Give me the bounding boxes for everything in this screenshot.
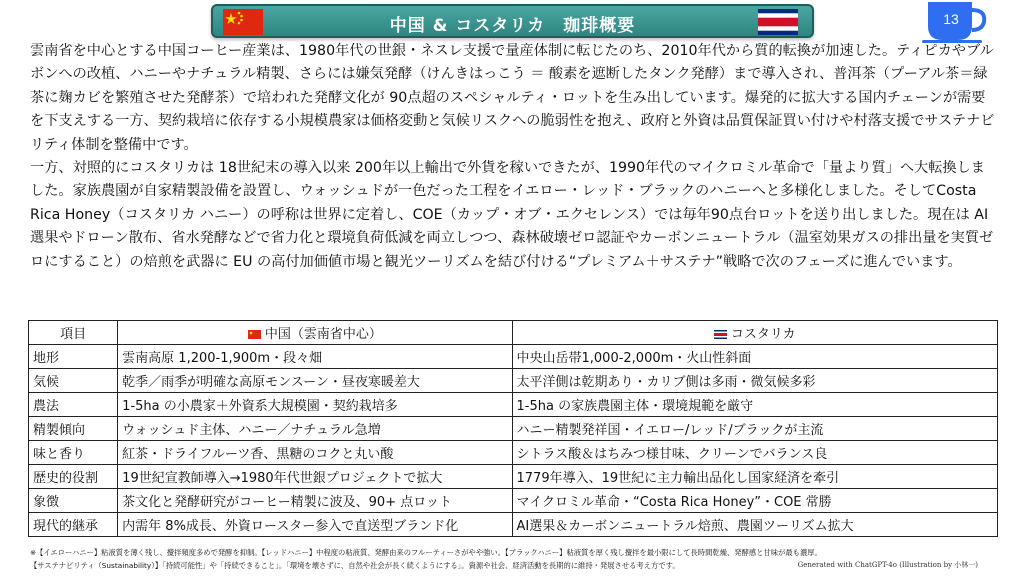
costa-rica-cell: ハニー精製発祥国・イエロー/レッド/ブラックが主流 [512, 417, 998, 441]
table-row [29, 417, 998, 441]
costa-rica-cell: 中央山岳帯1,000-2,000m・火山性斜面 [512, 345, 998, 369]
china-cell: 1-5ha の小農家＋外資系大規模園・契約栽培多 [118, 393, 512, 417]
table-row [29, 441, 998, 465]
table-row [29, 393, 998, 417]
footnote-sustainability: 【サステナビリティ（Sustainability）】「持続可能性」や「持続できること」。「環境を壊さずに、自然や社会が長く続くようにする」。資源や社会、経済活動を長期的に維持・発展させる考え方です。 [30, 561, 680, 570]
header-costa-rica-label: コスタリカ [730, 327, 796, 342]
costa-rica-flag-icon [758, 9, 798, 35]
china-cell: 茶文化と発酵研究がコーヒー精製に波及、90+ 点ロット [118, 489, 512, 513]
costa-rica-cell: 1-5ha の家族農園主体・環境規範を厳守 [512, 393, 998, 417]
costa-rica-cell: シトラス酸＆はちみつ様甘味、クリーンでバランス良 [512, 441, 998, 465]
row-label: 精製傾向 [29, 417, 118, 441]
row-label: 味と香り [29, 441, 118, 465]
table-row [29, 345, 998, 369]
comparison-table [28, 320, 998, 537]
china-cell: 雲南高原 1,200-1,900m・段々畑 [118, 345, 512, 369]
row-label: 気候 [29, 369, 118, 393]
table-row [29, 465, 998, 489]
china-cell: 紅茶・ドライフルーツ香、黒糖のコクと丸い酸 [118, 441, 512, 465]
table-row [29, 513, 998, 537]
footnote-honey: ※【イエローハニー】粘液質を薄く残し、攪拌頻度多めで発酵を抑制。【レッドハニー】中程度の粘液質、発酵由来のフルーティーさがやや強い。【ブラックハニー】粘液質を厚く残し攪拌を最小限にして長時間乾燥、発酵感と甘味が最も濃厚。 [30, 548, 822, 557]
costa-rica-cell: 太平洋側は乾期あり・カリブ側は多雨・微気候多彩 [512, 369, 998, 393]
china-cell: 乾季／雨季が明確な高原モンスーン・昼夜寒暖差大 [118, 369, 512, 393]
header-china-label: 中国（雲南省中心） [264, 327, 382, 342]
header-item: 項目 [29, 321, 118, 345]
costa-rica-cell: 1779年導入、19世紀に主力輸出品化し国家経済を牽引 [512, 465, 998, 489]
paragraph-china: 雲南省を中心とする中国コーヒー産業は、1980年代の世銀・ネスレ支援で量産体制に転じたのち、2010年代から質的転換が加速した。ティピカやブルボンへの改植、ハニーやナチュラル精製、さらには嫌気発酵（けんきはっこう ＝ 酸素を遮断したタンク発酵）まで導入され、普洱茶（プーアル茶＝緑茶に麹カビを繁殖させた発酵茶）で培われた発酵文化が 90点超のスペシャルティ・ロットを生み出しています。爆発的に拡大する国内チェーンが需要を下支えする一方、契約栽培に依存する小規模農家は価格変動と気候リスクへの脆弱性を抱え、政府と外資は品質保証買い付けや村落支援でサステナビリティ体制を整備中です。 [30, 43, 995, 153]
costa-rica-cell: マイクロミル革命・“Costa Rica Honey”・COE 常勝 [512, 489, 998, 513]
row-label: 歴史的役割 [29, 465, 118, 489]
table-row [29, 489, 998, 513]
costa-rica-cell: AI選果＆カーボンニュートラル焙煎、農園ツーリズム拡大 [512, 513, 998, 537]
china-cell: ウォッシュド主体、ハニー／ナチュラル急増 [118, 417, 512, 441]
header-costa-rica [512, 321, 998, 345]
costa-rica-flag-icon [714, 330, 727, 339]
page-title: 中国 & コスタリカ 珈琲概要 [389, 16, 636, 36]
table-row [29, 369, 998, 393]
china-cell: 内需年 8%成長、外資ロースター参入で直送型ブランド化 [118, 513, 512, 537]
china-cell: 19世紀宣教師導入→1980年代世銀プロジェクトで拡大 [118, 465, 512, 489]
credit-text: Generated with ChatGPT-4o (Illustration by 小林一) [797, 561, 978, 569]
title-bar [211, 4, 814, 38]
header-china [118, 321, 512, 345]
china-flag-icon [248, 330, 261, 339]
row-label: 象徴 [29, 489, 118, 513]
row-label: 現代的継承 [29, 513, 118, 537]
row-label: 農法 [29, 393, 118, 417]
paragraph-costa-rica: 一方、対照的にコスタリカは 18世紀末の導入以来 200年以上輸出で外貨を稼いできたが、1990年代のマイクロミル革命で「量より質」へ大転換しました。家族農園が自家精製設備を設置し、ウォッシュドが一色だった工程をイエロー・レッド・ブラックのハニーへと多様化しました。そしてCosta Rica Honey（コスタリカ ハニー）の呼称は世界に定着し、COE（カップ・オブ・エクセレンス）では毎年90点台ロットを送り出しました。現在は AI 選果やドローン散布、省水発酵などで省力化と環境負荷低減を両立しつつ、森林破壊ゼロ認証やカーボンニュートラル（温室効果ガスの排出量を実質ゼロにすること）の焙煎を武器に EU の高付加価値市場と観光ツーリズムを結び付ける“プレミアム＋サステナ”戦略で次のフェーズに進んでいます。 [30, 160, 994, 270]
page-number: 13 [943, 11, 959, 27]
body-text [30, 40, 998, 274]
row-label: 地形 [29, 345, 118, 369]
table-header-row [29, 321, 998, 345]
